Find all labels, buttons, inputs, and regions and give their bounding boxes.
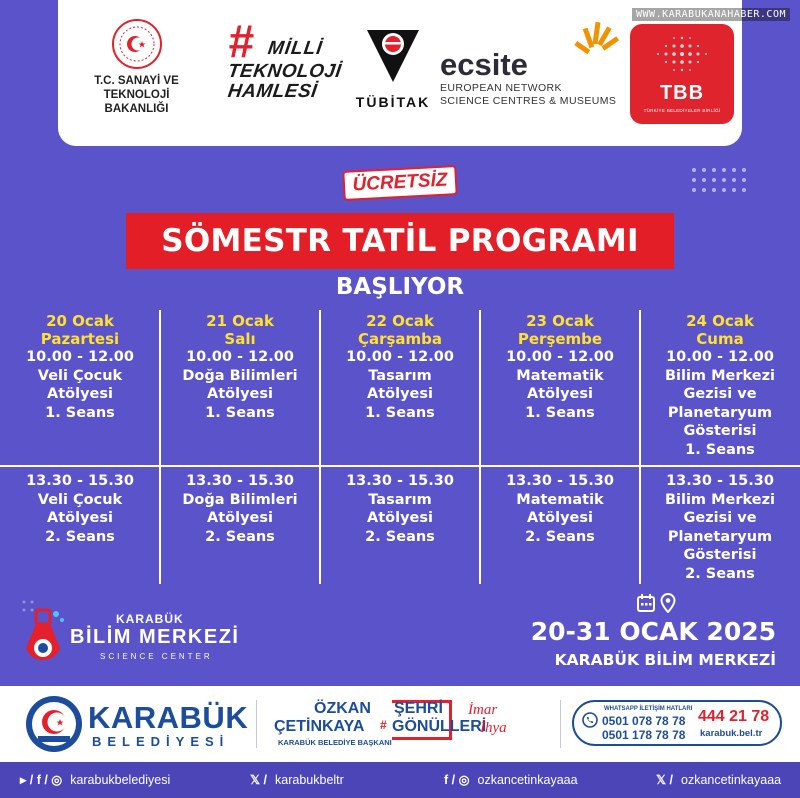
milli-teknoloji-logo [226,15,348,102]
tbb-logo [630,24,734,124]
session-text: 1. Seans [525,404,595,421]
day-column-bottom [320,472,480,546]
whatsapp-number-2[interactable]: 0501 178 78 78 [602,728,686,742]
row-divider [0,465,800,467]
municipality-name: KARABÜK [88,700,249,735]
session-time: 10.00 - 12.00 [666,349,774,365]
social-icons: 𝕏 / [656,773,674,787]
ministry-name-line2: TEKNOLOJİ BAKANLIĞI [103,89,170,115]
tbb-sub: TÜRKİYE BELEDİYELER BİRLİĞİ [643,108,721,113]
session-text: Bilim Merkezi [664,491,776,508]
whatsapp-label: WHATSAPP İLETİŞİM HATLARI [604,706,693,712]
program-subtitle: BAŞLIYOR [335,274,465,300]
day-date: 22 Ocak [366,312,434,330]
day-column-top [0,312,160,422]
karabuk-emblem-icon [24,692,84,756]
session-text: 2. Seans [205,528,275,545]
session-text: Veli Çocuk [37,367,123,384]
day-column-top [640,312,800,459]
calendar-icon [636,593,656,613]
ministry-logo [74,18,199,116]
session-text: Matematik [516,367,604,384]
session-text: Veli Çocuk [37,491,123,508]
bilim-top: KARABÜK [116,612,184,626]
ecsite-sub1: EUROPEAN NETWORK [440,82,562,94]
day-name: Pazartesi [40,330,120,348]
call-center-number[interactable]: 444 21 78 [698,708,770,725]
day-date: 24 Ocak [686,312,754,330]
session-text: Atölyesi [47,386,113,402]
bilim-merkezi-logo [20,598,250,678]
day-column-bottom [480,472,640,546]
day-name: Cuma [696,330,744,348]
free-badge: ÜCRETSİZ [342,165,457,201]
slogan-script1: İmar [468,702,498,718]
ministry-emblem-icon [111,18,163,70]
ecsite-sub2: SCIENCE CENTRES & MUSEUMS [440,95,617,107]
social-icons: f / ◎ [444,773,470,787]
social-icons: 𝕏 / [250,773,268,787]
whatsapp-number-1[interactable]: 0501 078 78 78 [602,714,686,728]
ministry-name-line1: T.C. SANAYİ VE [94,75,179,87]
ecsite-word: ecsite [440,47,528,82]
session-text: Atölyesi [207,510,273,526]
watermark: WWW.KARABUKANAHABER.COM [632,8,790,21]
mth-line2: TEKNOLOJİ [226,61,343,82]
decorative-dots [690,166,760,194]
schedule-grid [0,308,800,590]
day-column-bottom [0,472,160,546]
social-handle: ozkancetinkayaaa [477,773,578,787]
contact-box [572,700,782,746]
social-link[interactable] [656,772,781,787]
tubitak-emblem-icon [361,22,425,86]
session-text: Gösterisi [683,547,757,563]
mayor-last-name: ÇETİNKAYA [274,718,365,735]
partner-logo-card [58,0,742,146]
ecsite-mark-icon [566,20,628,64]
bilim-sub: SCIENCE CENTER [100,652,213,661]
location-pin-icon [660,593,676,613]
session-text: 2. Seans [365,528,435,545]
session-text: 2. Seans [525,528,595,545]
bilim-main: BİLİM MERKEZİ [70,626,240,648]
session-text: 2. Seans [685,565,755,582]
day-column-top [160,312,320,422]
day-column-bottom [160,472,320,546]
session-time: 10.00 - 12.00 [26,349,134,365]
session-time: 13.30 - 15.30 [666,473,774,489]
program-title: SÖMESTR TATİL PROGRAMI [126,213,674,269]
tubitak-logo [350,22,436,110]
social-link[interactable] [250,772,344,787]
session-text: Atölyesi [47,510,113,526]
mayor-first-name: ÖZKAN [314,700,371,717]
session-text: Planetaryum [667,528,773,545]
social-link[interactable] [444,772,578,787]
tubitak-name: TÜBİTAK [355,94,431,110]
mth-line1: MİLLİ [266,38,325,59]
event-dates: 20-31 OCAK 2025 [530,617,776,646]
slogan-line2: GÖNÜLLERİ [392,718,487,735]
session-text: 2. Seans [45,528,115,545]
session-time: 13.30 - 15.30 [186,473,294,489]
municipality-sub: BELEDİYESİ [92,734,230,749]
website-link[interactable]: karabuk.bel.tr [700,728,763,739]
social-handle: ozkancetinkayaaa [681,773,782,787]
session-text: Matematik [516,491,604,508]
social-bar [0,762,800,798]
mth-line3: HAMLESİ [226,81,319,102]
session-text: Gösterisi [683,423,757,439]
session-text: Atölyesi [367,386,433,402]
day-date: 23 Ocak [526,312,594,330]
session-text: 1. Seans [205,404,275,421]
session-text: Tasarım [368,367,432,384]
whatsapp-icon [582,712,598,728]
tbb-globe-icon [630,24,734,84]
session-time: 13.30 - 15.30 [346,473,454,489]
mayor-block [268,698,548,752]
mayor-role: KARABÜK BELEDİYE BAŞKANI [278,738,392,747]
day-date: 21 Ocak [206,312,274,330]
session-text: Atölyesi [527,386,593,402]
social-handle: karabukbelediyesi [70,773,171,787]
social-icons: ▸ / f / ◎ [20,773,63,787]
session-text: Doğa Bilimleri [182,491,298,508]
session-text: Gezisi ve [683,386,757,402]
mth-hash: # [228,15,254,67]
tbb-word: TBB [659,82,705,104]
session-time: 10.00 - 12.00 [506,349,614,365]
session-time: 10.00 - 12.00 [346,349,454,365]
session-time: 13.30 - 15.30 [26,473,134,489]
day-name: Çarşamba [357,330,443,348]
session-text: 1. Seans [685,441,755,458]
session-text: Tasarım [368,491,432,508]
footer-separator [560,700,561,748]
day-column-top [480,312,640,422]
session-text: Atölyesi [527,510,593,526]
slogan-script2: İhya [480,720,507,736]
day-name: Perşembe [517,330,603,348]
event-place: KARABÜK BİLİM MERKEZİ [554,651,776,669]
day-column-bottom [640,472,800,583]
session-text: 1. Seans [365,404,435,421]
social-handle: karabukbeltr [275,773,344,787]
ecsite-logo [440,20,630,108]
slogan-line1: ŞEHRİ [394,700,443,717]
session-text: Planetaryum [667,404,773,421]
session-text: 1. Seans [45,404,115,421]
day-name: Salı [224,330,256,348]
footer-separator [256,700,257,748]
footer [0,686,800,762]
day-column-top [320,312,480,422]
flask-icon [20,608,70,672]
social-link[interactable] [20,772,170,787]
session-text: Bilim Merkezi [664,367,776,384]
session-text: Atölyesi [207,386,273,402]
session-text: Atölyesi [367,510,433,526]
session-time: 13.30 - 15.30 [506,473,614,489]
session-text: Doğa Bilimleri [182,367,298,384]
session-time: 10.00 - 12.00 [186,349,294,365]
day-date: 20 Ocak [46,312,114,330]
slogan-hash: # [380,718,387,732]
session-text: Gezisi ve [683,510,757,526]
